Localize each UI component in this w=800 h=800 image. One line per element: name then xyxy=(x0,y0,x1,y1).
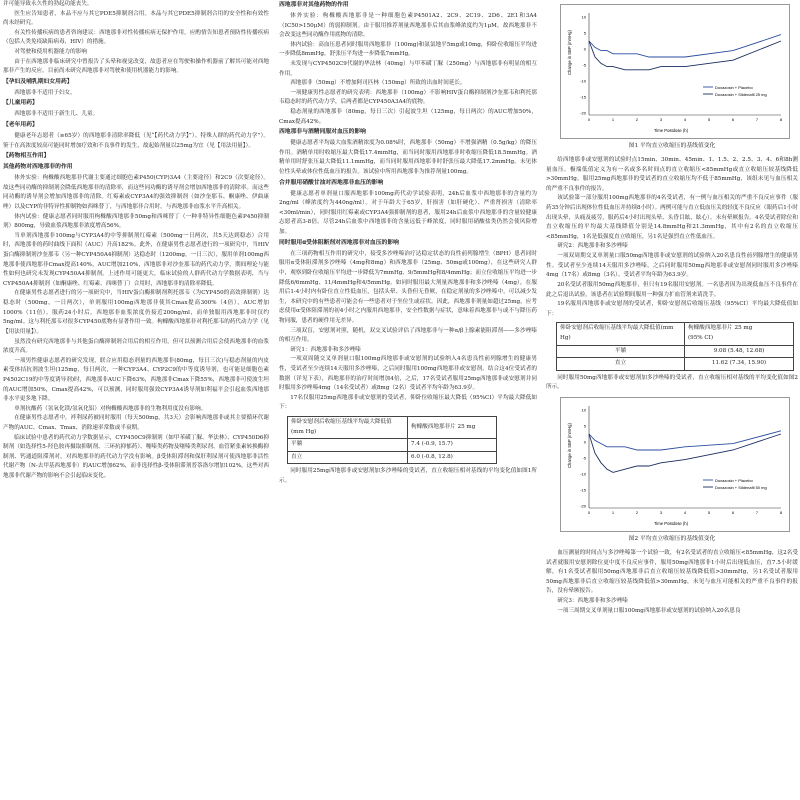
paragraph: 西地那非（50mg）不增加阿司匹林（150mg）所致的出血时间延长。 xyxy=(290,80,466,87)
paragraph: 在健康男性志愿者进行的另一项研究中，当HIV蛋白酶抑制剂利托那韦（为CYP450的高效抑制剂）达稳态时（500mg，一日两次），单剂服用100mg西地那非使其Cmax提高300%（4倍），AUC增加1000%（11倍）。服药24小时后，西地那非血浆浓度仍接近200ng/ml，而单独服用西地那非时仅约5ng/ml。这与利托那韦对很多CYP450底物有显著作用一致。枸橼酸西地那非对利托那韦的药代动力学（见【用法用量】）。 xyxy=(3,290,269,335)
paragraph: 三项双盲，安慰剂对照，随机，双交叉试验评估了西地那非与一种α/β上腺素能阻滞剂——多沙唑嗪的相互作用。 xyxy=(279,327,537,344)
y-tick-label: 10 xyxy=(581,14,586,20)
figure-1-caption: 图1 平均直立收缩压的基线值变化 xyxy=(628,143,716,149)
table-study2 xyxy=(556,322,794,370)
paragraph: 稳态剂量的西地那非（80mg，每日三次）引起波生坦（125mg，每日两次）的AUC增加50%，Cmax提高42%。 xyxy=(279,109,537,125)
x-tick-label: 2 xyxy=(635,117,639,122)
x-tick-label: 2 xyxy=(635,509,639,515)
x-tick-label: 7 xyxy=(755,117,759,122)
subsection-heading: 其他药物对西地那非的作用 xyxy=(3,164,73,171)
table-header-cell: 仰卧安慰剂后收缩压基线平均最大降低值(mm Hg) xyxy=(288,417,408,439)
subsection-heading: 西地那非与酒精同服对血压的影响 xyxy=(279,129,366,136)
paragraph: 西地那非不适用于新生儿、儿童。 xyxy=(14,111,99,118)
paragraph: 未发现与CYP4502C9代谢的华法林（40mg）与甲苯磺丁脲（250mg）与西地那非有明显的相互作用。 xyxy=(279,61,537,77)
column-middle xyxy=(279,0,537,800)
y-tick-label: -15 xyxy=(580,94,586,100)
legend-label: Doxazosin + Placebo xyxy=(715,477,753,483)
paragraph: 一项双周随交叉单剂量口服100mg西地那非或安慰剂的试验纳入4名患良性前列腺增生的健康男性，受试者至少连续14天服用多沙唑嗪，之后同时服用100mg西地那非或安慰剂。结合这4位受试者的数据（详见下表），西地那非的治疗时间增加4倍，之后，17名受试者服用25mg西地那非或安慰剂并同时服用多沙唑嗪4mg（14名受试者）或8mg（2名）受试者平均年龄为63.9岁。 xyxy=(279,356,537,392)
paragraph: 给西地那非或安慰剂的试验时点15min、30min、45min、1、1.5、2、2.5、3、4、6和8h测量血压。极端低值定义为有一名或多名时间点的直立收缩压<85mmHg或直立收缩压较基线降低>30mmHg。服用25mg西地那非的受试者的直立收缩压均不低于85mmHg，该组未见与血压相关的严重不良事件的报告。 xyxy=(546,156,798,192)
table-cell: 平躺 xyxy=(557,345,685,358)
table-cell: 7.4 (-0.9, 15.7) xyxy=(408,439,497,452)
paragraph: 虽然没有研究西地那非与其他蛋白酶抑制剂合用后的相互作用，但可以预测合用后会使西地那非的血浆浓度升高。 xyxy=(3,338,269,355)
paragraph: 20名受试者服用50mg西地那非，但只有19名服用安慰剂。一名患者因为出现低血压不良事件在此之后退出试验，该患者在试验期间服用一种强力扩血管剂来请洗手。 xyxy=(546,281,798,298)
paragraph: 同时服用50mg西地那非或安慰剂加多沙唑嗪的受试者，直立收缩压相对基线的平均变化值如图2所示。 xyxy=(546,374,798,391)
paragraph: 研究2：西地那非和多沙唑嗪 xyxy=(557,243,628,250)
legend-label: Doxazosin + Sildenafil 25 mg xyxy=(715,92,767,97)
paragraph: 临床试验中患者的药代动力学数据显示，CYP450C9抑制剂（如甲苯磺丁脲、华法林）、CYP450D6抑制剂（如选择性5-羟色胺再摄取抑制剂、三环抗抑郁药）、噻嗪类药物及噻嗪类利尿剂、血管紧张素转换酶抑制剂、钙通道阻滞剂对，对西地那非的药代动力学没有影响。β受体阻滞剂和保肝利尿剂可使西地那非活性代谢产物（N-去甲基西地那非）的AUC增加62%，而非选择性β-受体阻滞剂普萘洛尔增加102%，这些对西地那非代谢产物的影响不会引起临床变化。 xyxy=(3,434,269,480)
paragraph: 单剂抗酸药（氢氧化镁/氢氧化铝）对枸橼酸西地那非的生物利用度没有影响。 xyxy=(14,405,207,412)
paragraph: 该试验第一部分服用100mg西地那非的4名受试者，有一例与血压相关的严重不良反应事件（服药35分钟后出现体位性低血压并持续8小时）。两例可能与直立低血压关的轻度不良反应（眼药后1小时出现头晕，头痛及疲劳，服药后4小时出现头晕、头昏目眩、眩心）。未有晕厥报告。4名受试者除位和直立收缩压的平均最大基线降值分别是14.8mmHg和21.3mmHg，其中有2名的直立收缩压<85mmHg，1名是低强度直立收缩压，另1名是强烈直立性低血压。 xyxy=(546,195,798,240)
x-tick-label: 1 xyxy=(611,509,615,515)
column-right xyxy=(546,0,798,800)
x-axis-label: Time Postdose (h) xyxy=(653,128,689,133)
paragraph: 17名仅服用25mg西地那非或安慰剂的受试者，仰卧位收缩压最大降低（95%CI）平均最大降低如下： xyxy=(279,394,537,411)
table-cell: 直立 xyxy=(557,358,685,371)
y-tick-label: -20 xyxy=(580,110,586,116)
subsection-heading: 西地那非对其他药物的作用 xyxy=(279,2,349,8)
table-header-cell: 枸橼酸西地那非片 25 mg xyxy=(408,417,497,439)
column-left xyxy=(3,0,269,800)
subheading: 对驾驶和使用机器能力的影响 xyxy=(14,49,87,56)
table-cell: 直立 xyxy=(288,451,408,464)
table-cell: 平躺 xyxy=(288,439,408,452)
figure-2 xyxy=(560,397,790,532)
y-tick-label: 0 xyxy=(583,46,586,52)
y-axis-label: Change in SBP (mmHg) xyxy=(567,30,572,75)
paragraph: 体外实验：枸橼酸西地那非是一种细胞色素P4501A2、2C9、2C19、2D6、2E1和3A4（IC50>150μM）的弱抑制剂。由于服用推荐剂量西地那非后其血浆峰浓度约为1μM，故西地那非不会改变这些同功酶作用底物的清除。 xyxy=(279,12,537,39)
x-tick-label: 4 xyxy=(683,117,687,122)
paragraph: 并可能导致永久性的勃起功能丧失。 xyxy=(3,1,93,7)
y-tick-label: -20 xyxy=(580,503,586,509)
y-tick-label: 10 xyxy=(581,407,586,413)
legend xyxy=(703,478,767,490)
paragraph: 19名服用西地那非或安慰剂的受试者，仰卧安慰剂后收缩压基线（95%CI）平均最大降低值如下： xyxy=(546,301,798,317)
x-tick-label: 1 xyxy=(611,117,615,122)
table-cell: 11.62 (7.34, 15.90) xyxy=(685,358,794,371)
table-header-cell xyxy=(685,323,794,345)
paragraph: 研究1：西地那非和多沙唑嗪 xyxy=(290,346,361,353)
figure-1 xyxy=(560,4,790,139)
legend xyxy=(703,85,767,97)
paragraph: 体外实验：枸橼酸西地那非代谢主要通过细胞色素P450(CYP)3A4（主要途径）和2C9（次要途径）。故这些同功酶的抑制剂会降低西地那非的清除率，而这些同功酶的诱导剂会增加西地那非的清除率。而这些同功酶的诱导剂会增加西地那非的清除。红霉素或CYP3A4的强效抑制剂（如沙奎那韦、酮康唑、伊曲康唑）以及CYP的非特异性抑制物如西咪替丁，与西地那非合用时，与西地那非血浆水平升高相关。 xyxy=(3,175,269,210)
x-tick-label: 4 xyxy=(683,509,687,515)
table-study1 xyxy=(287,416,497,464)
y-tick-label: -15 xyxy=(580,487,586,493)
paragraph: 体内试验：健康志愿者同时服用枸橼酸西地那非50mg和西咪替丁（一种非特异性细胞色素P450抑制剂）800mg，导致血浆西地那非浓度增高56%。 xyxy=(3,213,269,230)
paragraph: 由于在西地那非临床研究中曾报告了头晕和视觉改变，故患者应在驾驶和操作机器前了解其可能对西地那非产生的反应。目前尚未研究西地那非对驾驶和使用机器能力的影响。 xyxy=(3,58,269,75)
paragraph: 在三项药物相互作用的研究中，接受多沙唑嗪治疗达稳定状态的良性前列腺增生（BPH）患者同时服用α受体阻滞剂多沙唑嗪（4mg和8mg）和西地那非（25mg、50mg或100mg），在这些研究人群中，观察到卧位收缩压平均进一步降低为7mmHg、9/5mmHg和8/4mmHg；而立位收缩压平均进一步降低6/6mmHg、11/4mmHg和4/5mmHg。如同时服用最大剂量西地那非和多沙唑嗪（4mg），在服用后1-4小时内有卧位直立性低血压，包括头晕、头昏但无昏厥，在稳定剂量的多沙唑嗪中，可以减少发生，本研究中的有些患者可能会有一些患者对于坐位生或症状。因此，西地那非剂量如超过25mg，应考虑使用α受体阻滞剂的初4小时之内服用西地那非，安全性数据与症状，意味着西地那非与或不与降压药物同服，患者的硬件用无差异。 xyxy=(279,250,537,324)
table-cell: 9.08 (5.48, 12.68) xyxy=(685,345,794,358)
figure-2-caption: 图2 平均直立收缩压的基线值变化 xyxy=(628,535,716,542)
x-tick-label: 6 xyxy=(731,509,735,515)
paragraph: 西地那非不适用于妇女。 xyxy=(14,89,76,96)
figure-2-chart xyxy=(561,398,789,531)
x-tick-label: 0 xyxy=(587,117,591,122)
y-tick-label: -5 xyxy=(582,62,586,68)
paragraph: 同时服用25mg西地那非或安慰剂加多沙唑嗪的受试者，直立收缩压相对基线的平均变化值如图1所示。 xyxy=(279,468,537,485)
paragraph: 在健康男性志愿者中，袢利尿药被同时服用（每天500mg，共3天）会影响西地那非或其主要循环代谢产物的AUC、Cmax、Tmax、消除速率常数或半衰期。 xyxy=(3,415,269,431)
y-tick-label: -10 xyxy=(580,471,586,477)
table-header-text: (95% CI) xyxy=(688,334,714,341)
section-heading-interactions: 【药物相互作用】 xyxy=(3,153,50,160)
subsection-heading: 同时服用α受体阻断剂对西地那非对血压的影响 xyxy=(279,239,399,246)
paragraph: 一项三周期交叉单剂量口服100mg西地那非或安慰剂的试验纳入20名患良 xyxy=(557,607,741,614)
section-heading-pregnancy: 【孕妇及哺乳期妇女用药】 xyxy=(3,78,73,85)
x-tick-label: 8 xyxy=(779,117,783,122)
paragraph: 健康志愿者平均最大血浆酒精浓度为0.08%时，西地那非（50mg）不增强酒精（0.5g/kg）的降压作用。酒精单用时收缩压最大降低17.4mmHg，而当同时服用西地那非时收缩压降低18.5mmHg。酒精单用时舒张压最大降低11.1mmHg，而当同时服用西地那非时舒张压最大降低17.2mmHg。未见体位性头晕或体位性低血压的报告。该试验中所用西地那非为推荐剂量100mg。 xyxy=(279,140,537,176)
x-tick-label: 3 xyxy=(659,117,663,122)
paragraph: 健康志愿者单剂量口服西地那非100mg药代动学试验表明，24h后血浆中西地那非的含量约为2ng/ml（峰浓度约为440ng/ml）。对于年龄大于65岁，肝损害（如肝硬化）、严重肾损害（清除率<30ml/min），同时服用红霉素或CYP3A4强抑制剂的患者，服用24h后血浆中西地那非的含量较健康志愿者高3-8倍。尽管24h后血浆中西地那非的含量远低于峰浓度，同时服用硝酸盐类仍然会使风险增加。 xyxy=(279,190,537,236)
x-tick-label: 6 xyxy=(731,117,735,122)
paragraph: 一项健康男性志愿者的研究表明：西地那非（100mg）不影响HIV蛋白酶抑制剂沙奎那韦和利托那韦稳态时的药代动力学，后两者都是CYP450A3A4的底物。 xyxy=(279,89,537,106)
x-tick-label: 7 xyxy=(755,509,759,515)
x-axis-label: Time Postdose (h) xyxy=(653,520,689,526)
x-tick-label: 3 xyxy=(659,509,663,515)
subsection-heading: 合并服用硝酸甘油对西地那非血压的影响 xyxy=(279,179,384,186)
paragraph: 一项双周期交叉单剂量口服50mg西地那非或安慰剂的试验纳入20名患良性前列腺增生的健康男性。受试者至少连续14天服用多沙唑嗪，之后同时服用50mg西地那非或安慰剂同时服用多沙唑嗪4mg（17名）或8mg（3名）。受试者平均年龄为63.9岁。 xyxy=(546,253,798,279)
table-header-text: 枸橼酸西地那非片 25 mg xyxy=(688,325,753,332)
paragraph: 当单剂西地那非100mg与CYP3A4的中等抑制剂红霉素（500mg一日两次，共5天达到稳态）合用时，西地那非的药时曲线下面积（AUC）升高182%。此外，在健康男性志愿者进行的一项研究中，当HIV蛋白酶抑制剂沙奎那韦（另一种CYP450A4抑制剂）达稳态时（1200mg，一日三次），服用单剂100mg西地那非使西地那非Cmax提高140%，AUC增加210%，西地那非对沙奎那韦的药代动力学，期间理论与能性如何也研究未发现CYP450A4抑制剂。上述作用可能更大，临床试验的人群药代动力学数据表明，当与CYP450A4抑制剂（如酮康唑、红霉素、西咪替丁）合用时，西地那非的清除率降低。 xyxy=(3,232,269,287)
y-tick-label: -5 xyxy=(582,455,586,461)
paragraph: 血压测量的时间点与多沙唑嗪第一个试验一致，有2名受试者的直立收缩压<85mmHg，这2名受试者就服用安慰剂除位更中度不良反应事件，服用50mg西地那非1小时后出现低血压，直7.5小时缓解，有1名受试者服用50mg西地那非后直立收缩压较基线降低值>30mmHg，另1名受试者服用50mg西地那非后直立收缩压较基线降低值>30mmHg，未见与血压可能相关的严重不良事件的报告，没有晕厥报告。 xyxy=(546,549,798,595)
paragraph: 一项男性健康志愿者的研究发现，联合应用稳态剂量的西地那非(80mg，每日三次)与稳态剂量的内皮素受体拮抗剂波生坦(125mg，每日两次，一种CYP3A4、CYP2C9的中等度诱导剂，也可能是细胞色素P4502C19的中等度诱导剂)时，西地那非AUC下降63%，西地那非Cmax下降55%，西地那非可使波生坦的AUC增加50%，Cmax提高42%，可以预测，同时服用强效CYP3A4诱导剂如利福平会引起血浆西地那非水平更多地下降。 xyxy=(3,357,269,403)
section-heading-geriatric: 【老年用药】 xyxy=(3,122,38,129)
y-tick-label: -10 xyxy=(580,78,586,84)
paragraph: 体内试验：高血压患者同时服用西地那非（100mg)和氨氯地平5mg或10mg，仰卧位收缩压平均进一步降低8mmHg，舒张压平均进一步降低7mmHg。 xyxy=(279,41,537,58)
figure-1-chart xyxy=(561,5,789,138)
paragraph: 健康老年志愿者（≥65岁）的西地那非清除率降低（见“【药代动力学】”）。特殊人群的药代动力学”）。鉴于在高浓度较高可能同时增加疗效和不良事件的发生，故起始剂量以25mg为宜（见【用法用量】）。 xyxy=(3,133,269,149)
y-tick-label: 5 xyxy=(583,423,586,429)
section-heading-pediatric: 【儿童用药】 xyxy=(3,100,38,107)
paragraph: 研究3：西地那非和多沙唑嗪 xyxy=(557,598,628,604)
x-tick-label: 0 xyxy=(587,509,591,515)
y-tick-label: 0 xyxy=(583,439,586,445)
x-tick-label: 5 xyxy=(707,509,711,515)
table-header-cell: 仰卧安慰剂后收缩压基线平均最大降低值(mm Hg) xyxy=(557,323,685,345)
table-cell: 6.0 (-0.8, 12.8) xyxy=(408,451,497,464)
legend-label: Doxazosin + Sildenafil 50 mg xyxy=(715,484,767,490)
paragraph: 医生应告知患者，本品不应与其它PDE5抑制剂合用。本品与其它PDE5抑制剂合用的安全性和有效性尚未经研究。 xyxy=(3,10,269,27)
x-tick-label: 8 xyxy=(779,509,783,515)
legend-label: Doxazosin + Placebo xyxy=(715,85,753,90)
paragraph: 有关性传播疾病的患者咨询建议：西地那非对性传播疾病无保护作用，应酌情告知患者预防性传播疾病（包括人类免疫缺陷病毒，HIV）的措施。 xyxy=(3,29,269,46)
x-tick-label: 5 xyxy=(707,117,711,122)
y-tick-label: 5 xyxy=(583,30,586,36)
y-axis-label: Change in SBP (mmHg) xyxy=(567,423,572,468)
